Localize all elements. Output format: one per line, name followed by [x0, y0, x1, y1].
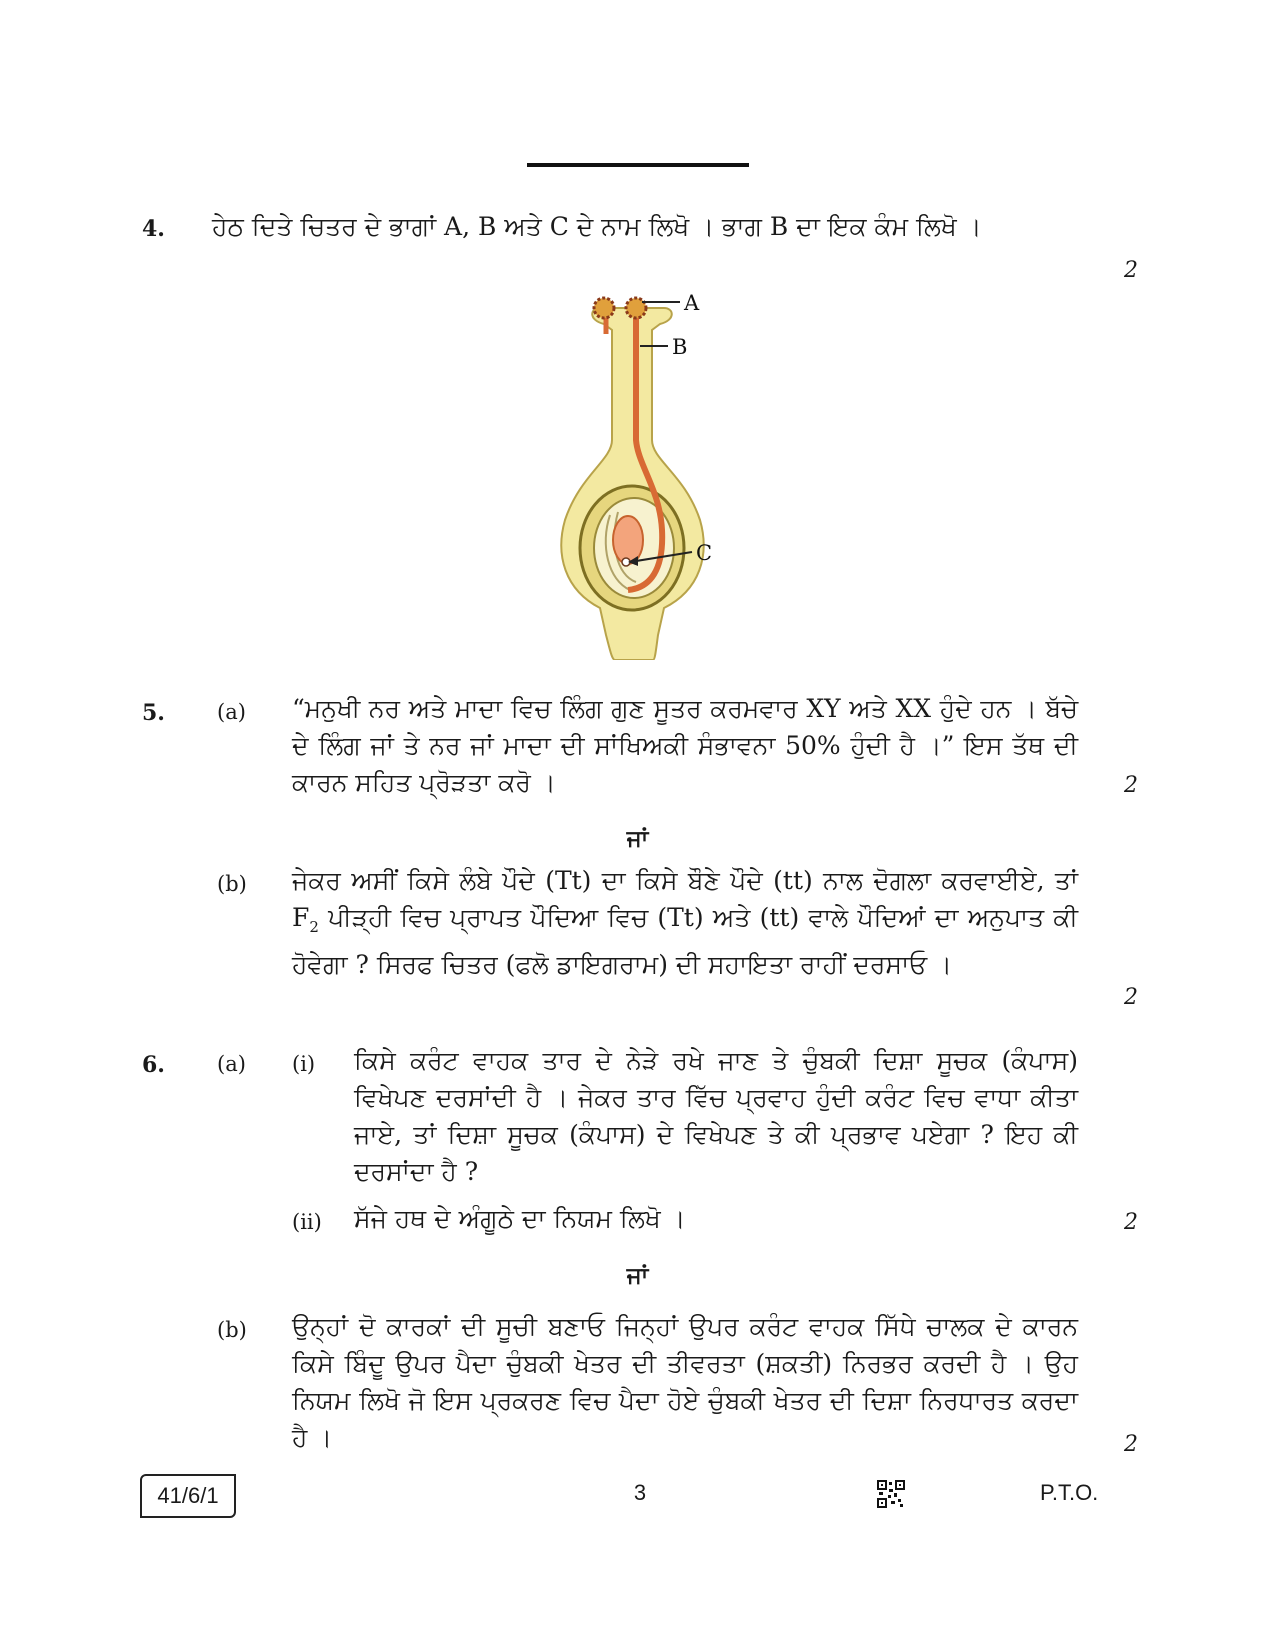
q5-a-label: (a): [217, 700, 246, 724]
q6-i-label: (i): [292, 1052, 316, 1076]
q4-text: ਹੇਠ ਦਿਤੇ ਚਿਤਰ ਦੇ ਭਾਗਾਂ A, B ਅਤੇ C ਦੇ ਨਾਮ ਲਿਖੋ । ਭਾਗ B ਦਾ ਇਕ ਕੰਮ ਲਿਖੋ ।: [212, 212, 982, 241]
pistil-diagram-svg: [560, 290, 760, 660]
label-b: B: [672, 335, 688, 359]
q5-a-marks: 2: [1124, 773, 1138, 798]
embryo-sac: [613, 516, 643, 564]
q4-marks: 2: [1124, 258, 1138, 283]
q6-a-label: (a): [217, 1052, 246, 1076]
q5-b-text: ਜੇਕਰ ਅਸੀਂ ਕਿਸੇ ਲੰਬੇ ਪੌਦੇ (Tt) ਦਾ ਕਿਸੇ ਬੌਣੇ ਪੌਦੇ (tt) ਨਾਲ ਦੋਗਲਾ ਕਰਵਾਈਏ, ਤਾਂ $F_2$ ਪੀੜ੍ਹੀ ਵਿਚ ਪ੍ਰਾਪਤ ਪੌਦਿਆ ਵਿਚ (Tt) ਅਤੇ (tt) ਵਾਲੇ ਪੌਦਿਆਂ ਦਾ ਅਨੁਪਾਤ ਕੀ ਹੋਵੇਗਾ ? ਸਿਰਫ ਚਿਤਰ (ਫਲੋ ਡਾਇਗਰਾਮ) ਦੀ ਸਹਾਇਤਾ ਰਾਹੀਂ ਦਰਸਾਓ ।: [292, 866, 1078, 979]
label-a: A: [684, 291, 700, 315]
pistil-diagram: [560, 290, 760, 660]
q6-ii-text: ਸੱਜੇ ਹਥ ਦੇ ਅੰਗੂਠੇ ਦਾ ਨਿਯਮ ਲਿਖੋ ।: [354, 1204, 686, 1233]
pto-label: P.T.O.: [1040, 1480, 1099, 1505]
q6-ii-label: (ii): [292, 1210, 322, 1234]
top-rule: [527, 163, 749, 167]
page-number: 3: [633, 1480, 647, 1505]
paper-code: 41/6/1: [140, 1474, 236, 1518]
q6-i-text: ਕਿਸੇ ਕਰੰਟ ਵਾਹਕ ਤਾਰ ਦੇ ਨੇੜੇ ਰਖੇ ਜਾਣ ਤੇ ਚੁੰਬਕੀ ਦਿਸ਼ਾ ਸੂਚਕ (ਕੰਪਾਸ) ਵਿਖੇਪਣ ਦਰਸਾਂਦੀ ਹੈ । ਜੇਕਰ ਤਾਰ ਵਿੱਚ ਪ੍ਰਵਾਹ ਹੁੰਦੀ ਕਰੰਟ ਵਿਚ ਵਾਧਾ ਕੀਤਾ ਜਾਏ, ਤਾਂ ਦਿਸ਼ਾ ਸੂਚਕ (ਕੰਪਾਸ) ਦੇ ਵਿਖੇਪਣ ਤੇ ਕੀ ਪ੍ਰਭਾਵ ਪਏਗਾ ? ਇਹ ਕੀ ਦਰਸਾਂਦਾ ਹੈ ?: [354, 1046, 1078, 1186]
q6-b-label: (b): [217, 1318, 247, 1342]
q6-b-text: ਉਨ੍ਹਾਂ ਦੋ ਕਾਰਕਾਂ ਦੀ ਸੂਚੀ ਬਣਾਓ ਜਿਨ੍ਹਾਂ ਉਪਰ ਕਰੰਟ ਵਾਹਕ ਸਿੱਧੇ ਚਾਲਕ ਦੇ ਕਾਰਨ ਕਿਸੇ ਬਿੰਦੂ ਉਪਰ ਪੈਦਾ ਚੁੰਬਕੀ ਖੇਤਰ ਦੀ ਤੀਵਰਤਾ (ਸ਼ਕਤੀ) ਨਿਰਭਰ ਕਰਦੀ ਹੈ । ਉਹ ਨਿਯਮ ਲਿਖੋ ਜੋ ਇਸ ਪ੍ਰਕਰਣ ਵਿਚ ਪੈਦਾ ਹੋਏ ਚੁੰਬਕੀ ਖੇਤਰ ਦੀ ਦਿਸ਼ਾ ਨਿਰਧਾਰਤ ਕਰਦਾ ਹੈ ।: [292, 1312, 1078, 1452]
q6-b-marks: 2: [1124, 1432, 1138, 1457]
qr-code-icon: [877, 1480, 905, 1508]
q5-b-label: (b): [217, 872, 247, 896]
q5-a-text: “ਮਨੁਖੀ ਨਰ ਅਤੇ ਮਾਦਾ ਵਿਚ ਲਿੰਗ ਗੁਣ ਸੂਤਰ ਕਰਮਵਾਰ XY ਅਤੇ XX ਹੁੰਦੇ ਹਨ । ਬੱਚੇ ਦੇ ਲਿੰਗ ਜਾਂ ਤੇ ਨਰ ਜਾਂ ਮਾਦਾ ਦੀ ਸਾਂਖਿਅਕੀ ਸੰਭਾਵਨਾ 50% ਹੁੰਦੀ ਹੈ ।” ਇਸ ਤੱਥ ਦੀ ਕਾਰਨ ਸਹਿਤ ਪ੍ਰੋੜਤਾ ਕਰੋ ।: [292, 694, 1078, 797]
q6-a-marks: 2: [1124, 1210, 1138, 1235]
q4-number: 4.: [142, 216, 165, 242]
q5-or: ਜਾਂ: [626, 825, 649, 852]
q5-number: 5.: [142, 700, 165, 726]
pollen-grain-left: [594, 298, 614, 318]
q6-or: ਜਾਂ: [626, 1262, 649, 1289]
f2-subscript: 2: [309, 918, 319, 936]
q5-b-marks: 2: [1124, 985, 1138, 1010]
label-c: C: [696, 541, 713, 565]
q6-number: 6.: [142, 1052, 165, 1078]
